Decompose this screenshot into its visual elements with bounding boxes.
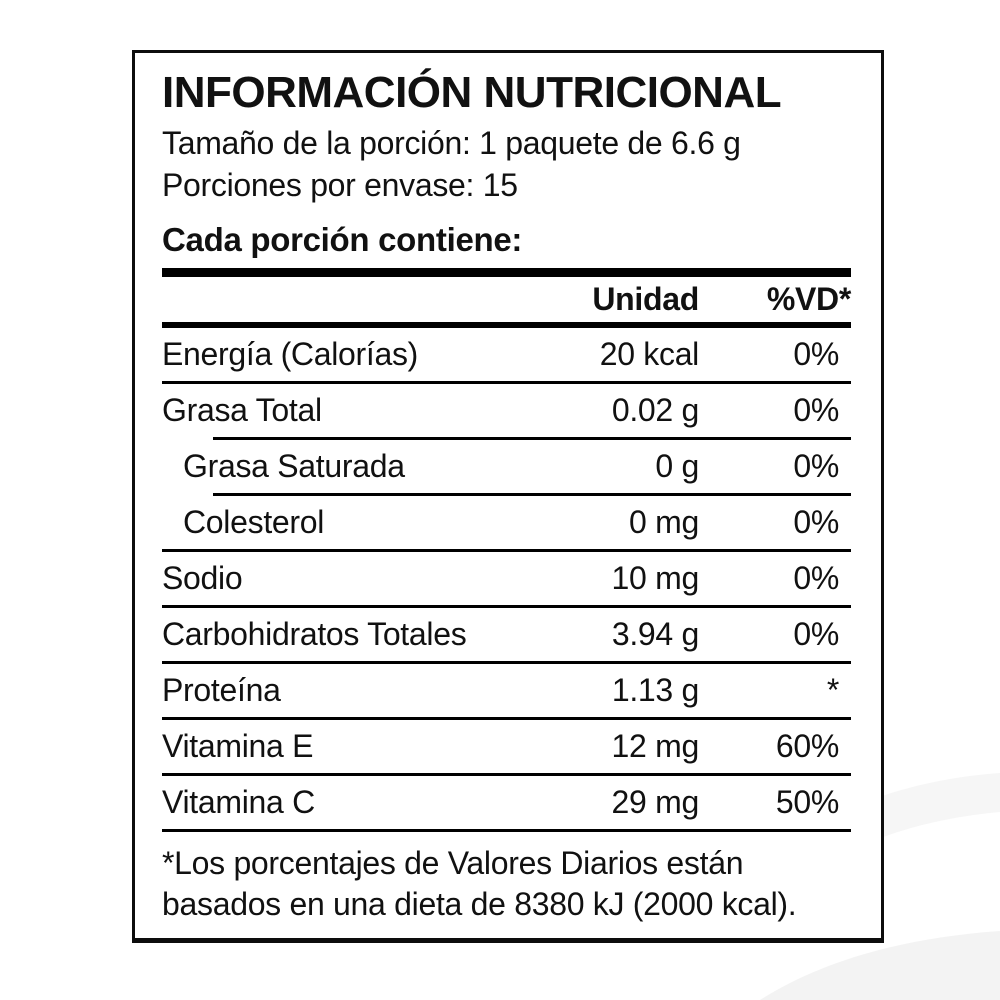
- nutrient-name: Grasa Total: [162, 391, 322, 428]
- serving-info: [162, 122, 851, 206]
- nutrient-daily-value: 0%: [793, 615, 839, 652]
- nutrient-row: [162, 552, 851, 605]
- nutrient-name: Energía (Calorías): [162, 335, 419, 372]
- column-header-daily-value: %VD*: [766, 280, 851, 317]
- nutrient-amount: 12 mg: [611, 727, 699, 764]
- serving-size-text: Tamaño de la porción: 1 paquete de 6.6 g: [162, 124, 741, 161]
- nutrient-amount: 20 kcal: [599, 335, 699, 372]
- nutrition-label: [132, 50, 884, 943]
- nutrient-name: Grasa Saturada: [183, 447, 405, 484]
- nutrient-amount: 0 mg: [629, 503, 699, 540]
- nutrient-name: Vitamina E: [162, 727, 314, 764]
- nutrient-daily-value: *: [826, 671, 839, 708]
- nutrient-name: Vitamina C: [162, 783, 315, 820]
- label-title: INFORMACIÓN NUTRICIONAL: [162, 68, 782, 117]
- nutrient-row: [162, 328, 851, 381]
- nutrient-name: Proteína: [162, 671, 281, 708]
- nutrient-daily-value: 50%: [775, 783, 839, 820]
- per-serving-heading: Cada porción contiene:: [162, 220, 523, 258]
- nutrient-row: [162, 608, 851, 661]
- servings-per-container-text: Porciones por envase: 15: [162, 166, 518, 203]
- nutrient-daily-value: 0%: [793, 335, 839, 372]
- nutrient-row: [162, 664, 851, 717]
- nutrient-daily-value: 0%: [793, 391, 839, 428]
- footnote-text: *Los porcentajes de Valores Diarios están basados en una dieta de 8380 kJ (2000 kcal).: [162, 844, 797, 922]
- nutrient-row: [162, 440, 851, 493]
- nutrient-daily-value: 0%: [793, 503, 839, 540]
- nutrient-row: [162, 384, 851, 437]
- nutrient-row: [162, 776, 851, 829]
- separator-bar-top: [162, 268, 851, 277]
- nutrient-daily-value: 60%: [775, 727, 839, 764]
- row-divider: [162, 829, 851, 832]
- nutrient-daily-value: 0%: [793, 447, 839, 484]
- nutrient-table: [162, 328, 851, 832]
- nutrient-name: Colesterol: [183, 503, 325, 540]
- nutrient-daily-value: 0%: [793, 559, 839, 596]
- nutrient-name: Sodio: [162, 559, 243, 596]
- nutrient-amount: 1.13 g: [611, 671, 699, 708]
- nutrient-amount: 10 mg: [611, 559, 699, 596]
- column-header-unit: Unidad: [592, 280, 699, 317]
- nutrient-amount: 0.02 g: [611, 391, 699, 428]
- nutrient-row: [162, 496, 851, 549]
- table-header-row: [162, 277, 851, 322]
- nutrient-amount: 3.94 g: [611, 615, 699, 652]
- nutrient-name: Carbohidratos Totales: [162, 615, 467, 652]
- nutrient-amount: 0 g: [655, 447, 699, 484]
- nutrient-amount: 29 mg: [611, 783, 699, 820]
- nutrient-row: [162, 720, 851, 773]
